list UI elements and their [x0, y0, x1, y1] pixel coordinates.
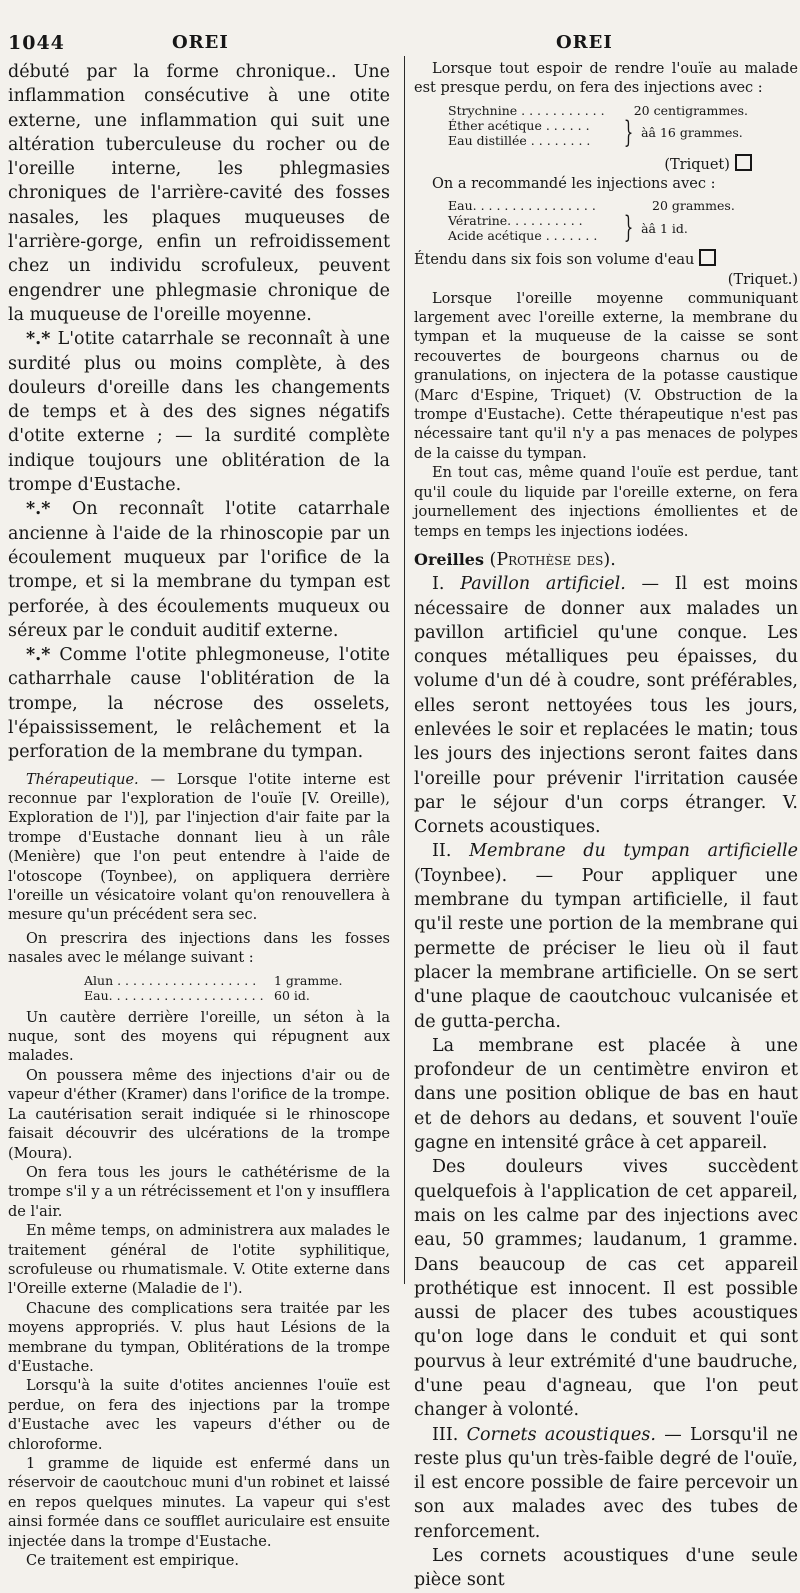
paragraph-text: — Lorsqu'il ne reste plus qu'un très-faible degré de l'ouïe, il est encore possible de faire percevoir un son aux malades avec des tubes de renforcement.: [414, 1424, 798, 1542]
paragraph: On prescrira des injections dans les fosses nasales avec le mélange suivant :: [8, 930, 390, 967]
quantity: àâ 1 id.: [641, 220, 688, 236]
ingredient: Alun . . . . . . . . . . . . . . . . . .: [84, 972, 257, 988]
paragraph: [8, 497, 390, 643]
box-symbol-icon: [699, 249, 716, 266]
paragraph: Lorsqu'à la suite d'otites anciennes l'ouïe est perdue, on fera des injections par la trompe d'Eustache avec les vapeurs d'éther ou de chloroforme.: [8, 1378, 390, 1453]
heading-title: Oreilles: [414, 549, 484, 569]
section-heading: [414, 548, 798, 572]
column-divider: [404, 56, 405, 1284]
paragraph: On fera tous les jours le cathétérisme de la trompe s'il y a un rétrécissement et l'on y insufflera de l'air.: [8, 1164, 390, 1220]
subsection-title: Pavillon artificiel.: [460, 574, 626, 595]
ingredient: Acide acétique . . . . . . .: [448, 228, 598, 244]
prescription-line: [448, 103, 748, 118]
paragraph: [8, 327, 390, 497]
asterism-mark: *.*: [26, 645, 51, 666]
paragraph-text: On reconnaît l'otite catarrhale ancienne à l'aide de la rhinoscopie par un écoulement muqueux par l'orifice de la trompe, et si la membrane du tympan est perforée, à des écoulements muqueux ou séreux par le conduit auditif externe.: [8, 499, 390, 641]
quantity: 20 grammes.: [652, 198, 735, 214]
running-head-right: OREI: [556, 32, 613, 53]
prescription-3: [448, 198, 748, 246]
quantity: 20 centigrammes.: [633, 102, 748, 118]
prescription-2: [448, 103, 748, 148]
subsection-title: Cornets acoustiques.: [466, 1424, 656, 1445]
source-citation: (Triquet): [414, 154, 798, 175]
asterism-mark: *.*: [26, 499, 51, 520]
paragraph: III. Cornets acoustiques. — Lorsqu'il ne reste plus qu'un très-faible degré de l'ouïe, il est encore possible de faire percevoir un son aux malades avec des tubes de renforcement.: [414, 1424, 798, 1542]
paragraph: Chacune des complications sera traitée par les moyens appropriés. V. plus haut Lésions de la membrane du tympan, Oblitérations de la trompe d'Eustache.: [8, 1300, 390, 1375]
paragraph: [8, 643, 390, 764]
prescription-1: [84, 973, 344, 1003]
prescription-group: [448, 210, 748, 246]
asterism-mark: *.*: [26, 329, 51, 350]
page-number: 1044: [8, 32, 65, 54]
ingredient: Éther acétique . . . . . .: [448, 117, 590, 133]
paragraph: 1 gramme de liquide est enfermé dans un réservoir de caoutchouc muni d'un robinet et laissé en repos quelques minutes. La vapeur qui s'est ainsi formée dans ce soufflet auriculaire est ensuite injectée dans la trompe d'Eustache.: [8, 1456, 390, 1550]
paragraph-text: (Toynbee). — Pour appliquer une membrane du tympan artificielle, il faut qu'il reste une portion de la membrane qui permette de préciser le lieu où il faut placer la membrane artificielle. On se sert d'une plaque de caoutchouc vulcanisée et de gutta-percha.: [414, 865, 798, 1032]
paragraph-text: Comme l'otite phlegmoneuse, l'otite catharrhale cause l'oblitération de la trompe, la nécrose des osselets, l'épaississement, le relâchement et la perforation de la membrane du tympan.: [8, 645, 390, 763]
prescription-line: [84, 973, 344, 988]
paragraph: II. Membrane du tympan artificielle (Toynbee). — Pour appliquer une membrane du tympan artificielle, il faut qu'il reste une portion de la membrane qui permette de préciser le lieu où il faut placer la membrane artificielle. On se sert d'une plaque de caoutchouc vulcanisée et de gutta-percha.: [414, 841, 798, 1032]
quantity: 60 id.: [274, 987, 310, 1003]
paragraph: La membrane est placée à une profondeur de un centimètre environ et dans une position oblique de bas en haut et de dehors au dedans, et souvent l'ouïe gagne en intensité grâce à cet appareil.: [414, 1035, 798, 1154]
source-citation: (Triquet.): [727, 271, 798, 288]
section-label: Thérapeutique.: [26, 771, 139, 788]
box-symbol-icon: [735, 154, 752, 171]
paragraph: Des douleurs vives succèdent quelquefois à l'application de cet appareil, mais on les calme par des injections avec eau, 50 grammes; laudanum, 1 gramme. Dans beaucoup de cas cet appareil prothétique est innocent. Il est possible aussi de placer des tubes acoustiques qu'on loge dans le conduit et qui sont pourvus à leur extrémité d'une baudruche, d'une peau d'agneau, que l'on peut changer à volonté.: [414, 1157, 798, 1421]
paragraph: Les cornets acoustiques d'une seule pièce sont: [414, 1546, 798, 1591]
paragraph-text: — Il est moins nécessaire de donner aux malades un pavillon artificiel qu'une conque. Les conques métalliques peu épaisses, du volume d'un dé à coudre, sont préférables, elles seront nettoyées tous les jours, enlevées le soir et replacées le matin; tous les jours des injections seront faites dans l'oreille pour prévenir l'irritation causée par le séjour d'un corps étranger. V. Cornets acoustiques.: [414, 574, 798, 838]
paragraph: Ce traitement est empirique.: [26, 1553, 239, 1570]
paragraph: En même temps, on administrera aux malades le traitement général de l'otite syphilitique, scrofuleuse ou rhumatismale. V. Otite externe dans l'Oreille externe (Maladie de l').: [8, 1223, 390, 1298]
ingredient: Eau distillée . . . . . . . .: [448, 132, 591, 148]
quantity: 1 gramme.: [274, 972, 343, 988]
running-head-left: OREI: [172, 32, 229, 53]
prescription-line: [84, 988, 344, 1003]
prescription-group: [448, 114, 748, 150]
ingredient: Eau. . . . . . . . . . . . . . . .: [448, 198, 596, 214]
paragraph: Étendu dans six fois son volume d'eau: [414, 249, 798, 270]
paragraph: On a recommandé les injections avec :: [432, 175, 716, 192]
paragraph-text: L'otite catarrhale se reconnaît à une surdité plus ou moins complète, à des douleurs d'oreille dans les changements de temps et à des des signes négatifs d'otite externe ; — la surdité complète indique toujours une oblitération de la trompe d'Eustache.: [8, 329, 390, 496]
paragraph: On poussera même des injections d'air ou de vapeur d'éther (Kramer) dans l'orifice de la trompe. La cautérisation serait indiquée si le rhinoscope faisait découvrir des ulcérations de la trompe (Moura).: [8, 1067, 390, 1162]
right-column: [414, 60, 798, 1591]
brace: }: [623, 210, 634, 246]
paragraph: Lorsque tout espoir de rendre l'ouïe au malade est presque perdu, on fera des injections avec :: [414, 61, 798, 97]
ingredient: Eau. . . . . . . . . . . . . . . . . . . .: [84, 987, 264, 1003]
paragraph: I. Pavillon artificiel. — Il est moins nécessaire de donner aux malades un pavillon artificiel qu'une conque. Les conques métalliques peu épaisses, du volume d'un dé à coudre, sont préférables, elles seront nettoyées tous les jours, enlevées le soir et replacées le matin; tous les jours des injections seront faites dans l'oreille pour prévenir l'irritation causée par le séjour d'un corps étranger. V. Cornets acoustiques.: [414, 574, 798, 838]
paragraph: [8, 771, 390, 926]
paragraph: Un cautère derrière l'oreille, un séton à la nuque, sont des moyens qui répugnent aux malades.: [8, 1009, 390, 1065]
prescription-line: [448, 198, 748, 213]
brace: }: [623, 114, 634, 150]
paragraph: Lorsque l'oreille moyenne communiquant largement avec l'oreille externe, la membrane du tympan et la muqueuse de la caisse se sont recouvertes de bourgeons charnus ou de granulations, on injectera de la potasse caustique (Marc d'Espine, Triquet) (V. Obstruction de la trompe d'Eustache). Cette thérapeutique n'est pas nécessaire tant qu'il n'y a pas menaces de polypes de la caisse du tympan.: [414, 290, 798, 462]
ingredient: Strychnine . . . . . . . . . . .: [448, 102, 605, 118]
heading-subtitle: (Prothèse des).: [489, 549, 616, 570]
paragraph-text: — Lorsque l'otite interne est reconnue par l'exploration de l'ouïe [V. Oreille), Exploration de l')], par l'injection d'air faite par la trompe d'Eustache donnant lieu à un râle (Menière) que l'on peut entendre à l'aide de l'otoscope (Toynbee), on appliquera derrière l'oreille un vésicatoire volant qu'on renouvellera à mesure qu'un précédent sera sec.: [8, 771, 390, 924]
quantity: àâ 16 grammes.: [641, 125, 743, 141]
paragraph: En tout cas, même quand l'ouïe est perdue, tant qu'il coule du liquide par l'oreille externe, on fera journellement des injections émollientes et de temps en temps les injections iodées.: [414, 465, 798, 540]
paragraph: débuté par la forme chronique.. Une inflammation consécutive à une otite externe, une inflammation qui suit une altération tuberculeuse du rocher ou de l'oreille interne, les phlegmasies chroniques de l'arrière-cavité des fosses nasales, les plaques muqueuses de l'arrière-gorge, enfin un refroidissement chez un individu scrofuleux, peuvent engendrer une phlegmasie chronique de la muqueuse de l'oreille moyenne.: [8, 62, 390, 325]
subsection-title: Membrane du tympan artificielle: [469, 841, 798, 862]
ingredient: Vératrine. . . . . . . . . .: [448, 213, 583, 229]
left-column: [8, 60, 390, 1570]
page-header: [0, 32, 800, 56]
